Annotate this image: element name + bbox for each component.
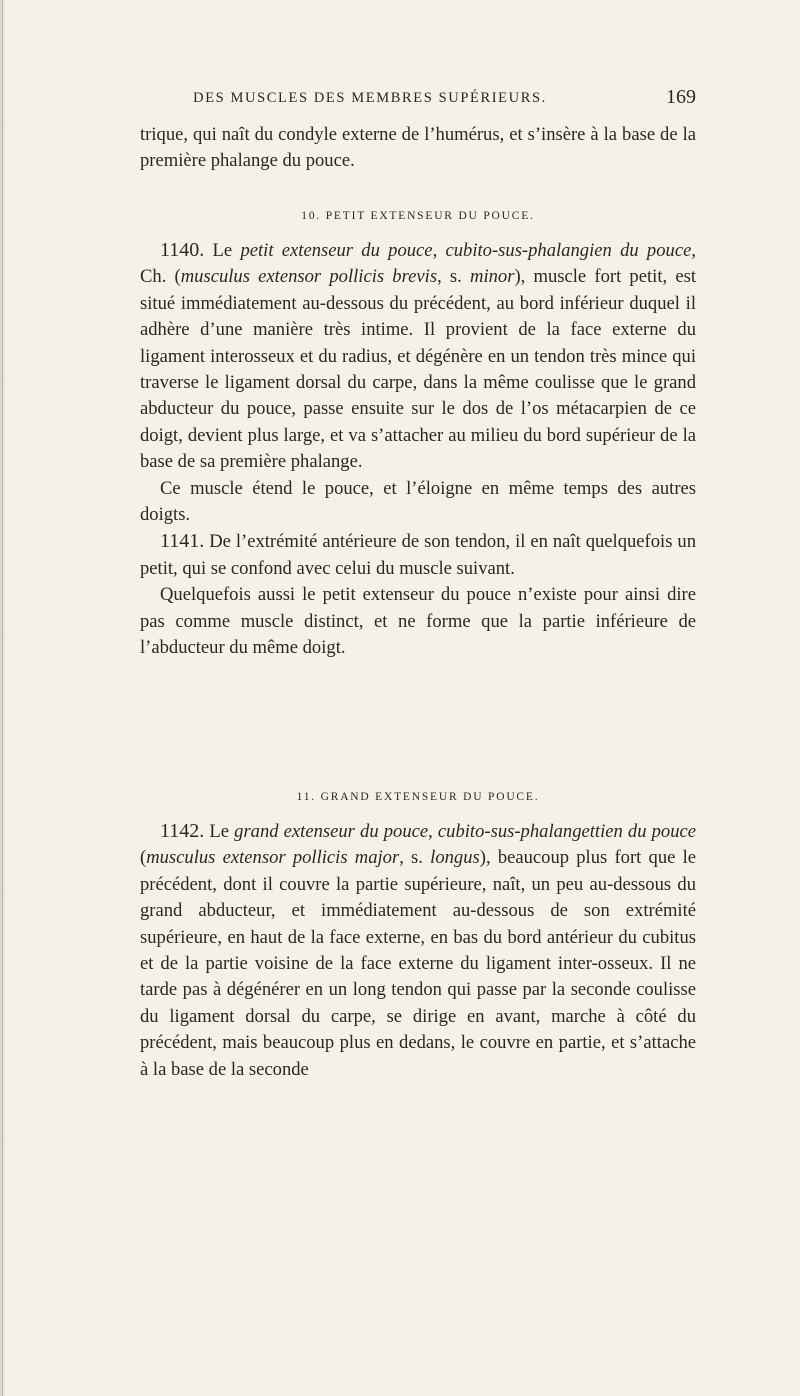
page-edge-line xyxy=(2,0,3,1396)
paragraph-absence: Quelquefois aussi le petit extenseur du pouce n’existe pour ainsi dire pas comme muscle distinct, et ne forme que la partie inférieure de l’abducteur du même doigt. xyxy=(140,584,696,659)
muscle-name: grand extenseur du pouce xyxy=(234,821,429,842)
muscle-name: petit extenseur du pouce xyxy=(240,240,433,261)
paragraph-action: Ce muscle étend le pouce, et l’éloigne en même temps des autres doigts. xyxy=(140,477,696,526)
muscle-synonym: cubito-sus-phalangettien du pouce xyxy=(437,821,697,842)
muscle-synonym: cubito-sus-phalangien du pouce xyxy=(445,240,692,261)
latin-name: musculus extensor pollicis brevis xyxy=(180,266,438,288)
continuation-text: trique, qui naît du condyle externe de l’humérus, et s’insère à la base de la première phalange du pouce. xyxy=(140,124,696,172)
latin-alt-name: minor xyxy=(470,266,515,288)
paragraph-number: 1142. xyxy=(160,820,205,842)
latin-name: musculus extensor pollicis major xyxy=(146,847,400,869)
latin-alt-name: longus xyxy=(430,847,480,869)
page-edge xyxy=(0,0,6,1396)
paragraph-number: 1141. xyxy=(160,530,205,553)
section-heading-10: 10. PETIT EXTENSEUR DU POUCE. xyxy=(301,210,535,222)
paragraph-number: 1140. xyxy=(160,239,205,261)
running-head xyxy=(140,86,696,112)
section-11-body xyxy=(140,818,696,1083)
paragraph-1141: 1141. De l’extrémité antérieure de son tendon, il en naît quelquefois un petit, qui se confond avec celui du muscle suivant. xyxy=(140,530,696,579)
running-title: DES MUSCLES DES MEMBRES SUPÉRIEURS. xyxy=(193,90,547,106)
section-heading-11: 11. GRAND EXTENSEUR DU POUCE. xyxy=(296,791,540,803)
continuation-paragraph xyxy=(140,122,696,175)
page-number: 169 xyxy=(666,86,696,108)
paragraph-1140: 1140. Le petit extenseur du pouce, cubito-sus-phalangien du pouce, Ch. (musculus extensor pollicis brevis, s. minor), muscle fort petit, est situé immédiatement au-dessous du précédent, au bord inférieur duquel il adhère d’une manière très intime. Il provient de la face externe du ligament interosseux et du radius, et dégénère en un tendon très mince qui traverse le ligament dorsal du carpe, dans la même coulisse que le grand abducteur du pouce, passe ensuite sur le dos de l’os métacarpien de ce doigt, devient plus large, et va s’attacher au milieu du bord supérieur de la base de sa première phalange. xyxy=(140,239,696,473)
paragraph-1142: 1142. Le grand extenseur du pouce, cubito-sus-phalangettien du pouce (musculus extensor pollicis major, s. longus), beaucoup plus fort que le précédent, dont il couvre la partie supérieure, naît, un peu au-dessous du grand abducteur, et immédiatement au-dessous de son extrémité supérieure, en haut de la face externe, en bas du bord antérieur du cubitus et de la partie voisine de la face externe du ligament inter-osseux. Il ne tarde pas à dégénérer en un long tendon qui passe par la seconde coulisse du ligament dorsal du carpe, se dirige en avant, marche à côté du précédent, mais beaucoup plus en dedans, le couvre en partie, et s’attache à la base de la seconde xyxy=(140,820,697,1080)
section-10-body xyxy=(140,237,696,662)
